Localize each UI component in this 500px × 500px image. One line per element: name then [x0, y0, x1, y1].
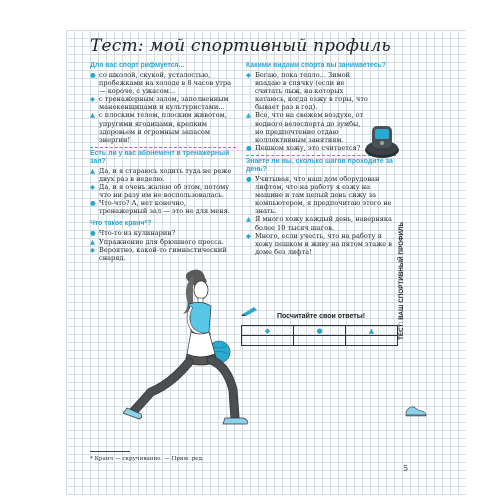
answer-text: со школой, скукой, усталостью, пробежками на холоде в 8 часов утра — короче, с ужасом... — [99, 71, 232, 96]
answer-text: Много, если учесть, что на работу я хожу пешком и живу на пятом этаже в доме без лифта! — [255, 231, 392, 256]
answer-option[interactable] — [246, 71, 396, 111]
answer-option[interactable] — [246, 232, 396, 256]
answer-text: Все, что на свежем воздухе, от водного велоспорта до зумбы, но предпочтение отдаю коллективным занятиям. — [255, 111, 364, 144]
triangle-icon: ▲ — [90, 111, 95, 120]
question-block — [246, 155, 396, 259]
answer-option[interactable] — [90, 167, 236, 183]
circle-icon: ● — [90, 199, 96, 208]
answers-count-row — [242, 335, 397, 345]
answer-text: Учитывая, что наш дом оборудован лифтом, что на работу я езжу на машине и там целый день сижу за компьютером, я предпочитаю этого не знать. — [255, 174, 392, 216]
left-column — [90, 62, 236, 265]
triangle-icon: ▲ — [90, 166, 95, 175]
triangle-count-cell[interactable] — [345, 336, 397, 345]
circle-icon: ● — [293, 326, 345, 335]
circle-icon: ● — [246, 143, 252, 152]
triangle-icon: ▲ — [90, 237, 95, 246]
question-text: Знаете ли вы, сколько шагов проходите за день? — [246, 157, 393, 173]
circle-icon: ● — [246, 174, 252, 183]
bathroom-scale-icon — [362, 120, 402, 162]
answer-option[interactable] — [246, 175, 396, 215]
answer-option[interactable] — [90, 183, 236, 199]
woman-lunge-illustration — [123, 268, 258, 446]
answer-option[interactable] — [90, 71, 236, 95]
diamond-icon: ◆ — [264, 326, 271, 335]
diamond-icon: ◆ — [90, 183, 95, 192]
answer-text: с тренажерным залом, заполненным манекенщицами и культуристами... — [99, 95, 229, 112]
triangle-icon: ▲ — [345, 326, 397, 335]
answers-header-row — [242, 326, 397, 335]
answer-text: Да, и я очень жалею об этом, потому что ни разу им не воспользовалась. — [99, 183, 230, 200]
answer-option[interactable] — [90, 199, 236, 215]
circle-icon: ● — [90, 229, 96, 238]
question-block — [90, 62, 236, 147]
diamond-icon: ◆ — [90, 95, 95, 104]
triangle-icon: ▲ — [246, 111, 251, 120]
answer-option[interactable] — [90, 246, 236, 262]
answer-text: Я много хожу каждый день, наверняка более 10 тысяч шагов. — [255, 215, 392, 232]
answer-option[interactable] — [90, 229, 236, 237]
question-text: Есть ли у вас абонемент в тренажерный зал? — [90, 149, 230, 165]
answers-box-label: Посчитайте свои ответы! — [276, 313, 366, 320]
answer-option[interactable] — [90, 111, 236, 143]
answer-text: Бегаю, пока тепло... Зимой впадаю в спячку (если не считать лыж, на которых катаюсь, когда езжу в горы, что бывает раз в год). — [255, 71, 368, 112]
answer-text: Упражнение для брюшного пресса. — [99, 237, 224, 246]
answer-text: Что-что? А, нет конечно, тренажерный зал — это не для меня. — [99, 199, 230, 216]
question-block — [90, 218, 236, 264]
question-block — [90, 147, 236, 219]
answer-option[interactable] — [90, 238, 236, 246]
footnote: * Кранч — скручивание. — Прим. ред. — [90, 456, 204, 462]
diamond-icon: ◆ — [246, 231, 251, 240]
answer-text: Да, и я стараюсь ходить туда не реже двух раз в неделю. — [99, 166, 232, 183]
answer-text: Пешком хожу, это считается? — [255, 143, 361, 152]
answer-text: Вероятно, какой-то гимнастический снаряд. — [99, 245, 227, 262]
circle-icon: ● — [90, 71, 96, 79]
footnote-divider — [90, 451, 130, 452]
answer-text: Что-то из кулинарии? — [99, 229, 176, 238]
page-number: 5 — [403, 464, 409, 473]
answer-option[interactable] — [90, 95, 236, 111]
circle-count-cell[interactable] — [293, 336, 345, 345]
diamond-icon: ◆ — [90, 245, 95, 254]
question-text: Для вас спорт рифмуется... — [90, 62, 185, 69]
question-text: Какими видами спорта вы занимаетесь? — [246, 62, 386, 69]
page-title: Тест: мой спортивный профиль — [90, 36, 391, 56]
triangle-icon: ▲ — [246, 215, 251, 224]
answers-table — [241, 325, 398, 346]
question-text: Что такое кранч*? — [90, 220, 152, 228]
answer-option[interactable] — [246, 215, 396, 231]
answer-text: с плоским телом, плоским животом, упругими ягодицами, крепким здоровьем и огромным запасом энергии! — [99, 111, 227, 144]
diamond-icon: ◆ — [246, 71, 251, 79]
side-tab-label: ТЕСТ: ВАШ СПОРТИВНЫЙ ПРОФИЛЬ — [398, 221, 405, 340]
sneaker-icon — [405, 405, 427, 417]
